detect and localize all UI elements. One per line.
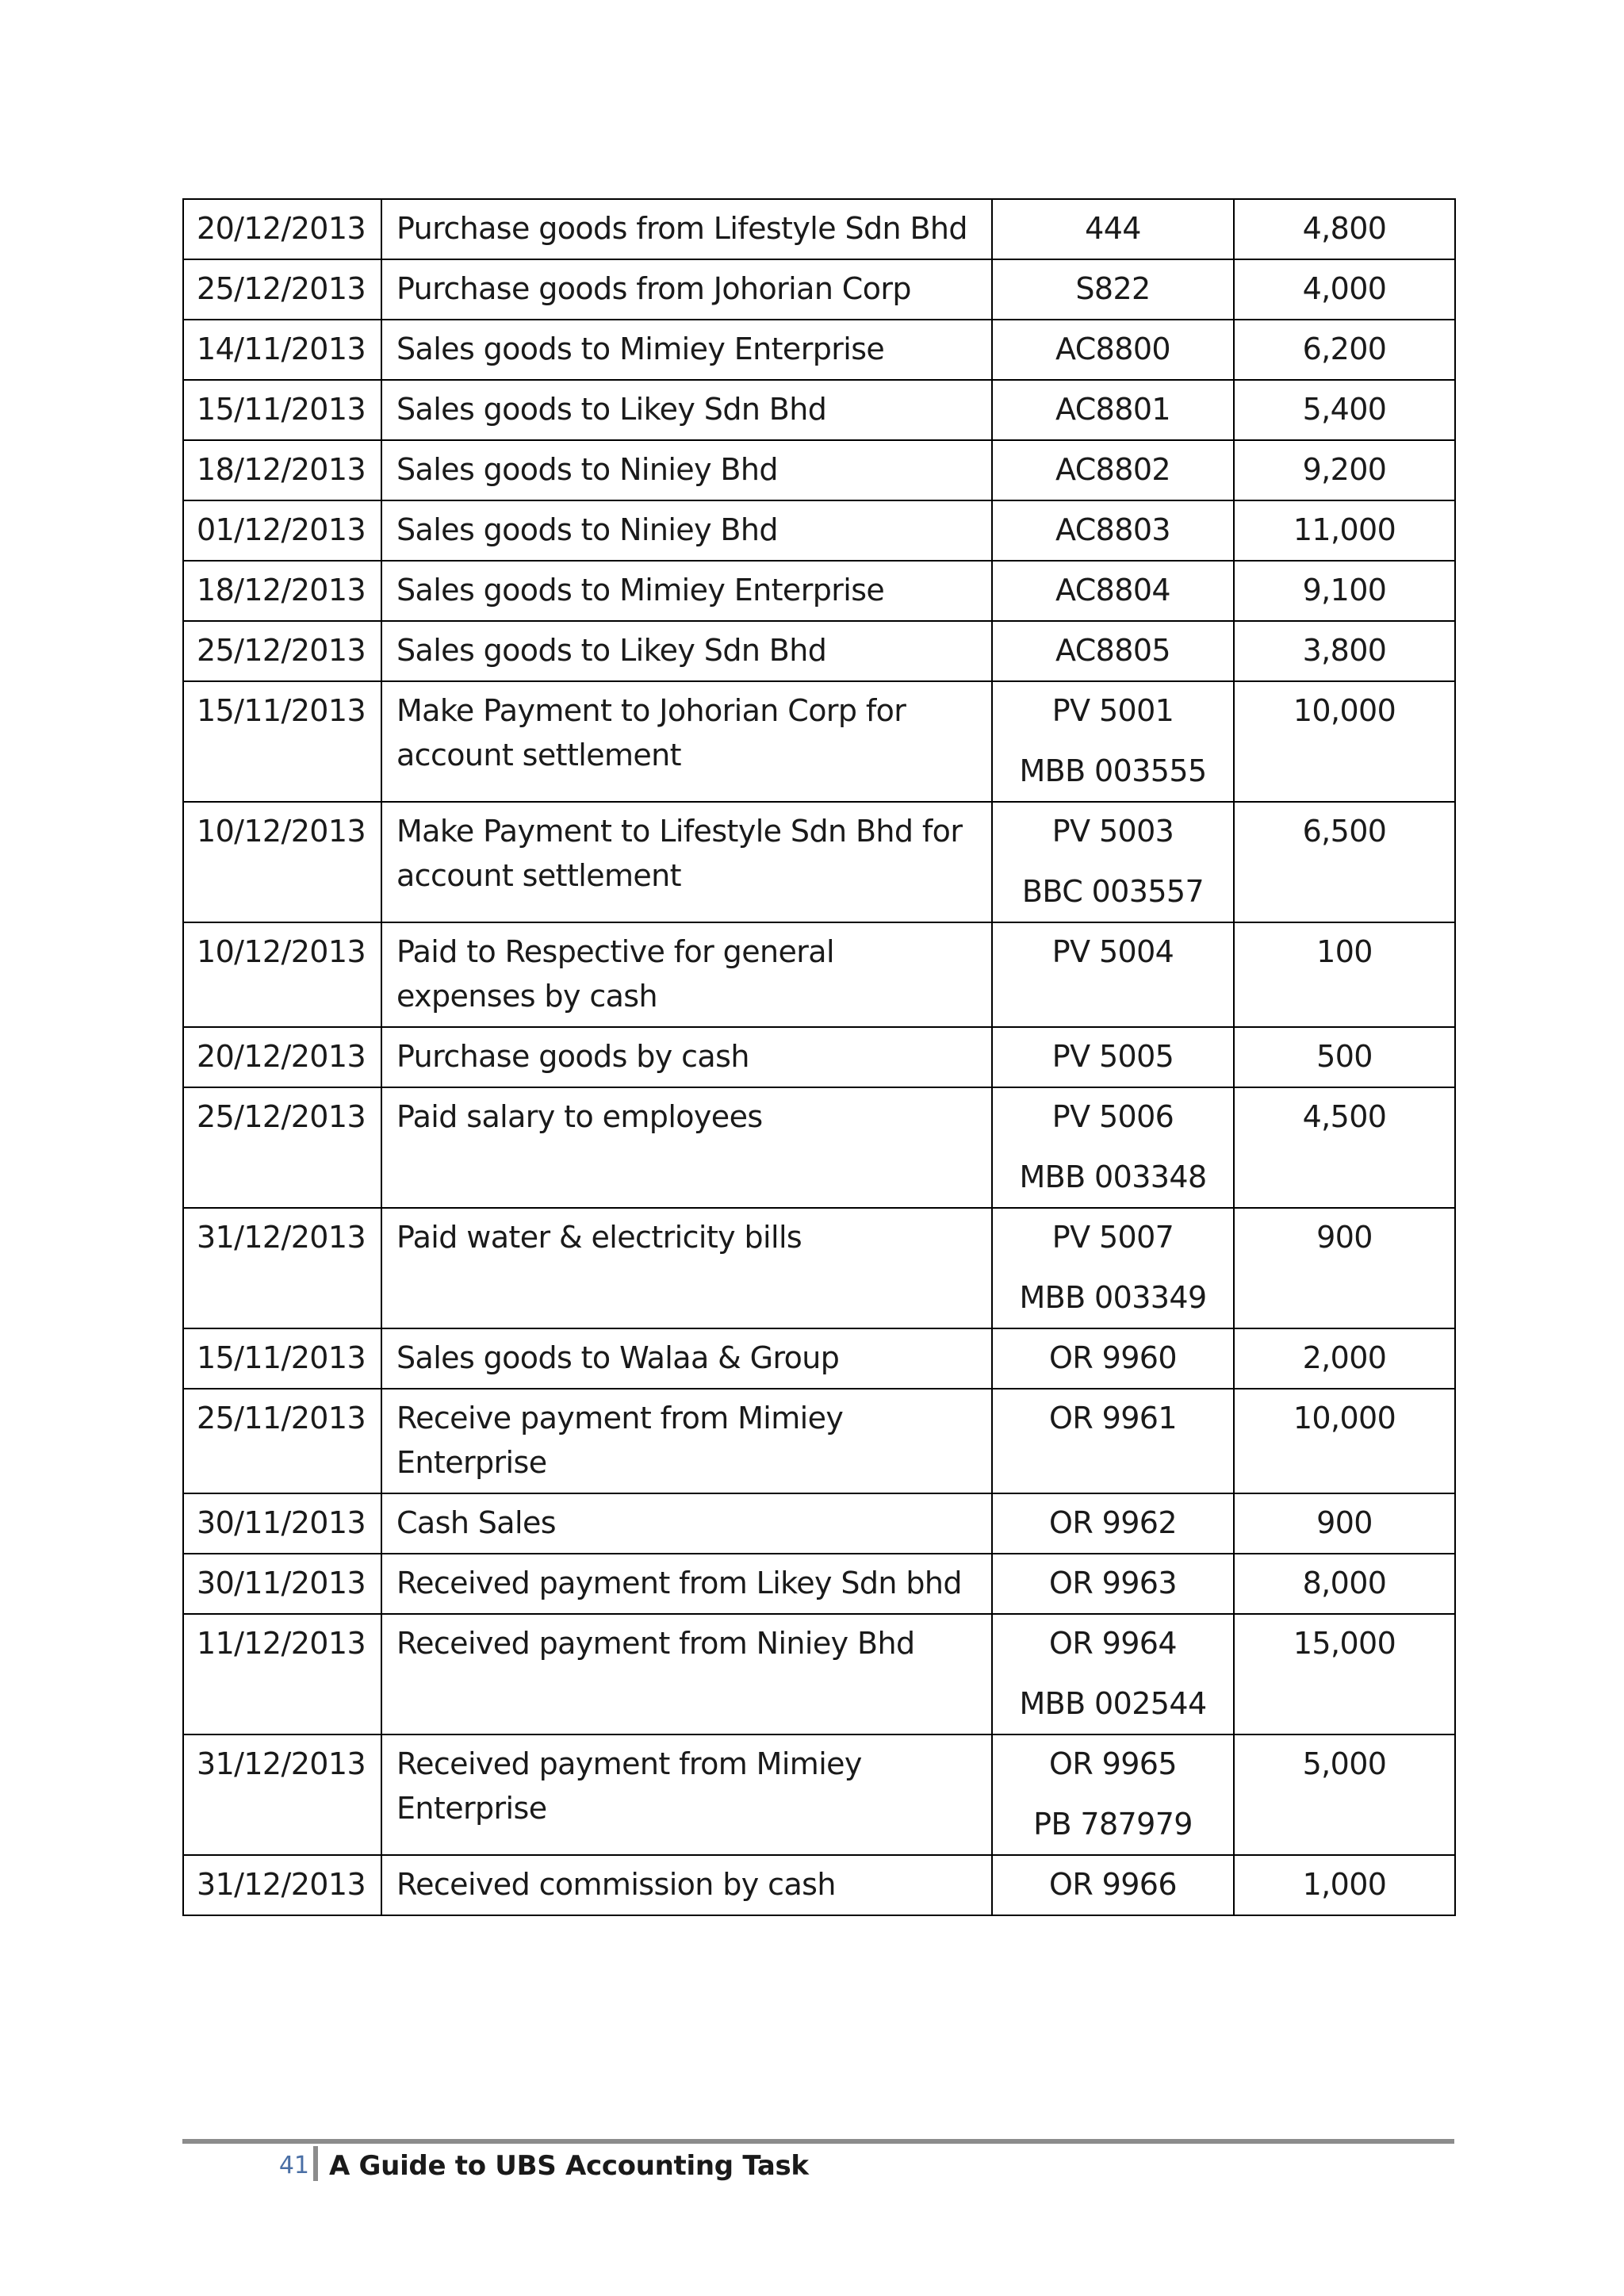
reference-number: MBB 003349 — [1019, 1280, 1207, 1315]
reference-number: PV 5003 — [1051, 814, 1174, 849]
transactions-table — [182, 198, 1456, 1916]
table-row — [183, 922, 1455, 1027]
amount-cell: 900 — [1234, 1208, 1455, 1328]
date-cell: 25/12/2013 — [183, 621, 381, 681]
reference-cell — [992, 320, 1234, 380]
description-cell: Receive payment from Mimiey Enterprise — [381, 1389, 992, 1493]
reference-number: OR 9966 — [1049, 1867, 1177, 1902]
reference-number: OR 9960 — [1049, 1340, 1177, 1375]
reference-number: MBB 002544 — [1019, 1686, 1207, 1721]
description-cell: Sales goods to Niniey Bhd — [381, 500, 992, 561]
table-row — [183, 1027, 1455, 1087]
date-cell: 31/12/2013 — [183, 1734, 381, 1855]
reference-cell — [992, 681, 1234, 802]
reference-number: OR 9961 — [1049, 1401, 1177, 1435]
table-row — [183, 681, 1455, 802]
amount-cell: 9,200 — [1234, 440, 1455, 500]
description-cell: Cash Sales — [381, 1493, 992, 1554]
description-cell: Paid salary to employees — [381, 1087, 992, 1208]
description-cell: Sales goods to Mimiey Enterprise — [381, 320, 992, 380]
reference-number: PV 5004 — [1051, 934, 1174, 969]
description-cell: Paid to Respective for general expenses by cash — [381, 922, 992, 1027]
amount-cell: 4,500 — [1234, 1087, 1455, 1208]
reference-number: OR 9965 — [1049, 1746, 1177, 1781]
reference-cell — [992, 1855, 1234, 1915]
date-cell: 10/12/2013 — [183, 802, 381, 922]
reference-number: MBB 003348 — [1019, 1159, 1207, 1194]
table-row — [183, 1328, 1455, 1389]
table-row — [183, 1087, 1455, 1208]
reference-cell — [992, 802, 1234, 922]
reference-number: AC8802 — [1055, 452, 1170, 487]
date-cell: 20/12/2013 — [183, 199, 381, 259]
reference-cell — [992, 500, 1234, 561]
footer-divider — [313, 2146, 318, 2181]
table-row — [183, 380, 1455, 440]
date-cell: 10/12/2013 — [183, 922, 381, 1027]
date-cell: 31/12/2013 — [183, 1855, 381, 1915]
date-cell: 20/12/2013 — [183, 1027, 381, 1087]
table-row — [183, 500, 1455, 561]
table-row — [183, 440, 1455, 500]
reference-number: AC8804 — [1055, 573, 1170, 608]
table-row — [183, 621, 1455, 681]
reference-cell — [992, 1614, 1234, 1734]
reference-number: MBB 003555 — [1019, 753, 1207, 788]
date-cell: 15/11/2013 — [183, 1328, 381, 1389]
reference-cell — [992, 922, 1234, 1027]
description-cell: Sales goods to Walaa & Group — [381, 1328, 992, 1389]
amount-cell: 6,200 — [1234, 320, 1455, 380]
date-cell: 18/12/2013 — [183, 561, 381, 621]
reference-cell — [992, 199, 1234, 259]
date-cell: 31/12/2013 — [183, 1208, 381, 1328]
amount-cell: 5,400 — [1234, 380, 1455, 440]
amount-cell: 10,000 — [1234, 681, 1455, 802]
reference-cell — [992, 380, 1234, 440]
reference-number: PV 5007 — [1051, 1220, 1174, 1255]
date-cell: 25/12/2013 — [183, 1087, 381, 1208]
description-cell: Sales goods to Niniey Bhd — [381, 440, 992, 500]
table-row — [183, 1389, 1455, 1493]
description-cell: Received commission by cash — [381, 1855, 992, 1915]
amount-cell: 9,100 — [1234, 561, 1455, 621]
description-cell: Sales goods to Mimiey Enterprise — [381, 561, 992, 621]
reference-cell — [992, 1208, 1234, 1328]
reference-cell — [992, 259, 1234, 320]
table-row — [183, 320, 1455, 380]
reference-cell — [992, 440, 1234, 500]
reference-number: AC8801 — [1055, 392, 1170, 427]
reference-cell — [992, 1554, 1234, 1614]
description-cell: Purchase goods from Johorian Corp — [381, 259, 992, 320]
reference-number: PV 5001 — [1051, 693, 1174, 728]
amount-cell: 3,800 — [1234, 621, 1455, 681]
amount-cell: 11,000 — [1234, 500, 1455, 561]
page-number: 41 — [278, 2152, 309, 2179]
table-row — [183, 1614, 1455, 1734]
reference-number: PB 787979 — [1033, 1807, 1193, 1842]
table-row — [183, 1734, 1455, 1855]
reference-number: OR 9964 — [1049, 1626, 1177, 1661]
amount-cell: 1,000 — [1234, 1855, 1455, 1915]
amount-cell: 8,000 — [1234, 1554, 1455, 1614]
reference-number: AC8803 — [1055, 512, 1170, 547]
table-row — [183, 1554, 1455, 1614]
reference-cell — [992, 621, 1234, 681]
table-row — [183, 1208, 1455, 1328]
table-row — [183, 259, 1455, 320]
date-cell: 25/11/2013 — [183, 1389, 381, 1493]
reference-number: 444 — [1085, 211, 1141, 246]
reference-cell — [992, 1027, 1234, 1087]
amount-cell: 4,000 — [1234, 259, 1455, 320]
reference-number: OR 9963 — [1049, 1566, 1177, 1600]
table-row — [183, 1493, 1455, 1554]
table-row — [183, 561, 1455, 621]
description-cell: Make Payment to Lifestyle Sdn Bhd for account settlement — [381, 802, 992, 922]
description-cell: Purchase goods from Lifestyle Sdn Bhd — [381, 199, 992, 259]
reference-cell — [992, 561, 1234, 621]
date-cell: 30/11/2013 — [183, 1493, 381, 1554]
description-cell: Received payment from Niniey Bhd — [381, 1614, 992, 1734]
reference-number: AC8805 — [1055, 633, 1170, 668]
table-row — [183, 199, 1455, 259]
reference-cell — [992, 1493, 1234, 1554]
description-cell: Make Payment to Johorian Corp for account settlement — [381, 681, 992, 802]
reference-cell — [992, 1389, 1234, 1493]
date-cell: 18/12/2013 — [183, 440, 381, 500]
description-cell: Paid water & electricity bills — [381, 1208, 992, 1328]
amount-cell: 900 — [1234, 1493, 1455, 1554]
amount-cell: 15,000 — [1234, 1614, 1455, 1734]
amount-cell: 6,500 — [1234, 802, 1455, 922]
date-cell: 14/11/2013 — [183, 320, 381, 380]
reference-cell — [992, 1734, 1234, 1855]
description-cell: Sales goods to Likey Sdn Bhd — [381, 380, 992, 440]
reference-number: BBC 003557 — [1021, 874, 1205, 909]
amount-cell: 4,800 — [1234, 199, 1455, 259]
description-cell: Purchase goods by cash — [381, 1027, 992, 1087]
reference-number: S822 — [1075, 271, 1151, 306]
reference-number: PV 5006 — [1051, 1099, 1174, 1134]
table-row — [183, 802, 1455, 922]
amount-cell: 2,000 — [1234, 1328, 1455, 1389]
amount-cell: 100 — [1234, 922, 1455, 1027]
reference-number: OR 9962 — [1049, 1505, 1177, 1540]
reference-number: PV 5005 — [1051, 1039, 1174, 1074]
date-cell: 15/11/2013 — [183, 681, 381, 802]
reference-number: AC8800 — [1055, 332, 1170, 366]
description-cell: Received payment from Likey Sdn bhd — [381, 1554, 992, 1614]
table-row — [183, 1855, 1455, 1915]
date-cell: 30/11/2013 — [183, 1554, 381, 1614]
date-cell: 11/12/2013 — [183, 1614, 381, 1734]
date-cell: 25/12/2013 — [183, 259, 381, 320]
amount-cell: 10,000 — [1234, 1389, 1455, 1493]
amount-cell: 5,000 — [1234, 1734, 1455, 1855]
reference-cell — [992, 1328, 1234, 1389]
transactions-table-body — [183, 199, 1455, 1915]
date-cell: 01/12/2013 — [183, 500, 381, 561]
description-cell: Received payment from Mimiey Enterprise — [381, 1734, 992, 1855]
reference-cell — [992, 1087, 1234, 1208]
date-cell: 15/11/2013 — [183, 380, 381, 440]
document-title: A Guide to UBS Accounting Task — [329, 2150, 809, 2182]
amount-cell: 500 — [1234, 1027, 1455, 1087]
footer-rule — [182, 2139, 1454, 2144]
description-cell: Sales goods to Likey Sdn Bhd — [381, 621, 992, 681]
